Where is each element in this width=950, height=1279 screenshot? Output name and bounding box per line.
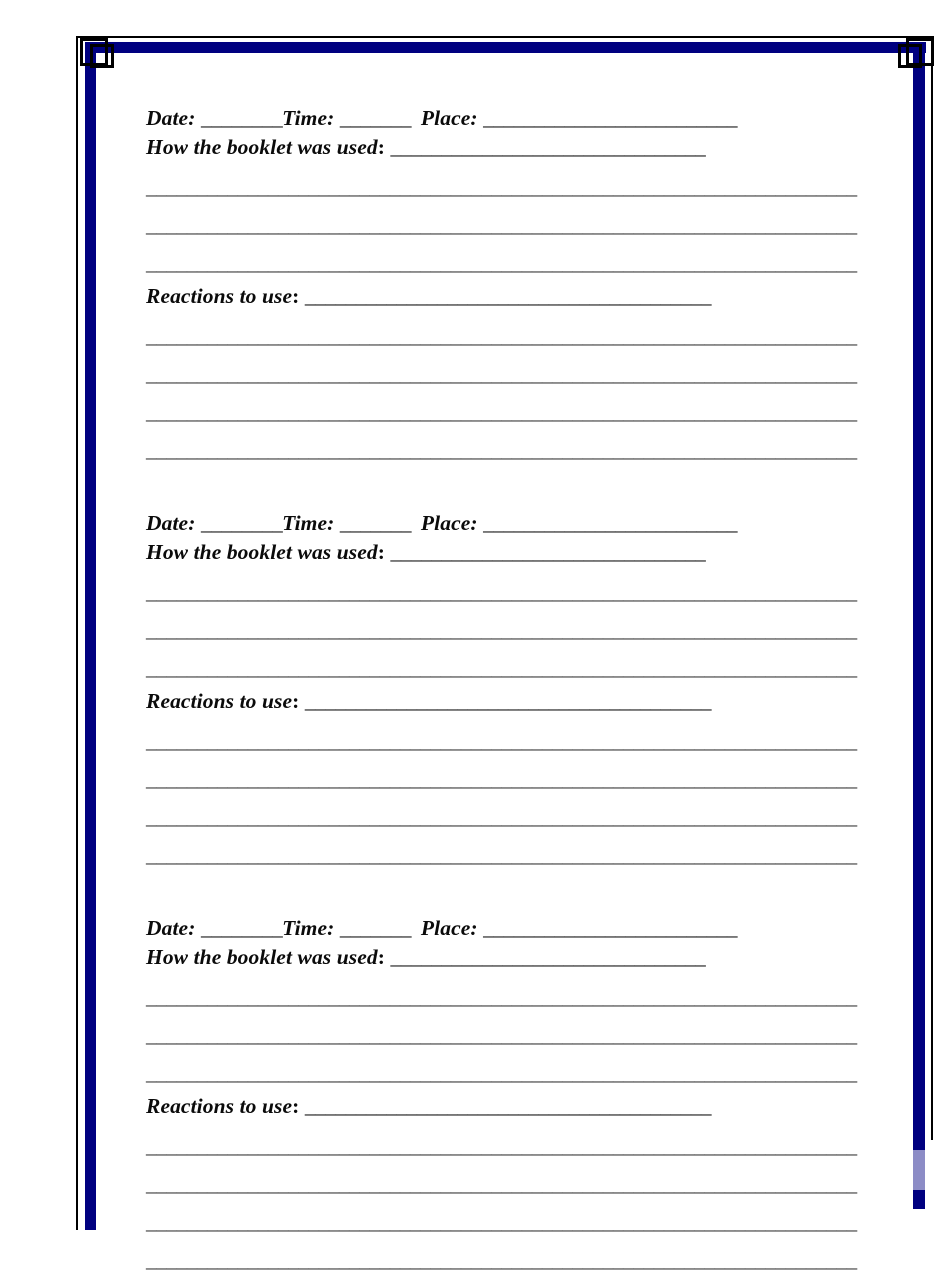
time-label: Time: [282, 916, 335, 940]
writing-line[interactable]: ______________________________________________________________________ [146, 805, 857, 829]
how-booklet-used-input-blank[interactable]: _______________________________ [390, 135, 706, 159]
time-label: Time: [282, 511, 335, 535]
corner-marker-top-left-inner [90, 44, 114, 68]
writing-line[interactable]: ______________________________________________________________________ [146, 729, 857, 753]
writing-line[interactable]: ______________________________________________________________________ [146, 213, 857, 237]
navy-accent-bar-top [86, 42, 926, 53]
reactions-to-use-blank-lines [146, 1127, 857, 1279]
reactions-to-use-line [146, 1092, 806, 1121]
place-input-blank[interactable]: _________________________ [483, 106, 737, 130]
how-booklet-used-label: How the booklet was used [146, 135, 378, 159]
writing-line[interactable]: ______________________________________________________________________ [146, 1134, 857, 1158]
reactions-to-use-input-blank[interactable]: ________________________________________ [304, 284, 711, 308]
writing-line[interactable]: ______________________________________________________________________ [146, 362, 857, 386]
time-input-blank[interactable]: _______ [339, 106, 411, 130]
how-booklet-used-input-blank[interactable]: _______________________________ [390, 540, 706, 564]
writing-line[interactable]: ______________________________________________________________________ [146, 324, 857, 348]
date-time-place-line [146, 914, 806, 943]
reactions-to-use-input-blank[interactable]: ________________________________________ [304, 689, 711, 713]
date-time-place-line [146, 104, 806, 133]
writing-line[interactable]: ______________________________________________________________________ [146, 175, 857, 199]
writing-line[interactable]: ______________________________________________________________________ [146, 843, 857, 867]
writing-line[interactable]: ______________________________________________________________________ [146, 767, 857, 791]
writing-line[interactable]: ______________________________________________________________________ [146, 985, 857, 1009]
date-label: Date: [146, 916, 196, 940]
date-time-place-line [146, 509, 806, 538]
form-content [146, 104, 857, 1279]
reactions-to-use-line [146, 687, 806, 716]
place-label: Place: [420, 106, 478, 130]
writing-line[interactable]: ______________________________________________________________________ [146, 1172, 857, 1196]
navy-accent-bar-left [85, 42, 96, 1230]
date-input-blank[interactable]: ________ [200, 916, 283, 940]
place-input-blank[interactable]: _________________________ [483, 916, 737, 940]
writing-line[interactable]: ______________________________________________________________________ [146, 251, 857, 275]
time-input-blank[interactable]: _______ [339, 916, 411, 940]
writing-line[interactable]: ______________________________________________________________________ [146, 618, 857, 642]
how-booklet-used-input-blank[interactable]: _______________________________ [390, 945, 706, 969]
reactions-to-use-colon: : [292, 284, 300, 308]
writing-line[interactable]: ______________________________________________________________________ [146, 1248, 857, 1272]
reactions-to-use-label: Reactions to use [146, 284, 293, 308]
reactions-to-use-colon: : [292, 689, 300, 713]
writing-line[interactable]: ______________________________________________________________________ [146, 1061, 857, 1085]
log-entry [146, 509, 857, 874]
writing-line[interactable]: ______________________________________________________________________ [146, 1023, 857, 1047]
reactions-to-use-line [146, 282, 806, 311]
how-booklet-used-label: How the booklet was used [146, 945, 378, 969]
reactions-to-use-colon: : [292, 1094, 300, 1118]
how-booklet-used-line [146, 538, 806, 567]
how-booklet-used-colon: : [377, 540, 386, 564]
date-input-blank[interactable]: ________ [200, 106, 283, 130]
writing-line[interactable]: ______________________________________________________________________ [146, 400, 857, 424]
navy-accent-bar-left-tail [85, 1190, 96, 1230]
how-booklet-used-blank-lines [146, 978, 857, 1092]
navy-accent-bar-right-tail [913, 1150, 925, 1190]
how-booklet-used-blank-lines [146, 573, 857, 687]
how-booklet-used-blank-lines [146, 168, 857, 282]
writing-line[interactable]: ______________________________________________________________________ [146, 580, 857, 604]
page-border-top-rule [76, 36, 934, 38]
date-label: Date: [146, 106, 196, 130]
place-label: Place: [420, 511, 478, 535]
date-label: Date: [146, 511, 196, 535]
reactions-to-use-label: Reactions to use [146, 689, 293, 713]
corner-marker-top-right-inner [898, 44, 922, 68]
how-booklet-used-label: How the booklet was used [146, 540, 378, 564]
page-border-right-rule [931, 36, 933, 1140]
how-booklet-used-colon: : [377, 135, 386, 159]
reactions-to-use-blank-lines [146, 317, 857, 469]
log-entry [146, 104, 857, 469]
time-label: Time: [282, 106, 335, 130]
place-label: Place: [420, 916, 478, 940]
log-entry [146, 914, 857, 1279]
how-booklet-used-colon: : [377, 945, 386, 969]
time-input-blank[interactable]: _______ [339, 511, 411, 535]
reactions-to-use-input-blank[interactable]: ________________________________________ [304, 1094, 711, 1118]
reactions-to-use-label: Reactions to use [146, 1094, 293, 1118]
writing-line[interactable]: ______________________________________________________________________ [146, 438, 857, 462]
page-border-left-rule [76, 36, 78, 1230]
reactions-to-use-blank-lines [146, 722, 857, 874]
how-booklet-used-line [146, 943, 806, 972]
date-input-blank[interactable]: ________ [200, 511, 283, 535]
place-input-blank[interactable]: _________________________ [483, 511, 737, 535]
writing-line[interactable]: ______________________________________________________________________ [146, 656, 857, 680]
how-booklet-used-line [146, 133, 806, 162]
navy-accent-bar-right [913, 42, 925, 1209]
writing-line[interactable]: ______________________________________________________________________ [146, 1210, 857, 1234]
